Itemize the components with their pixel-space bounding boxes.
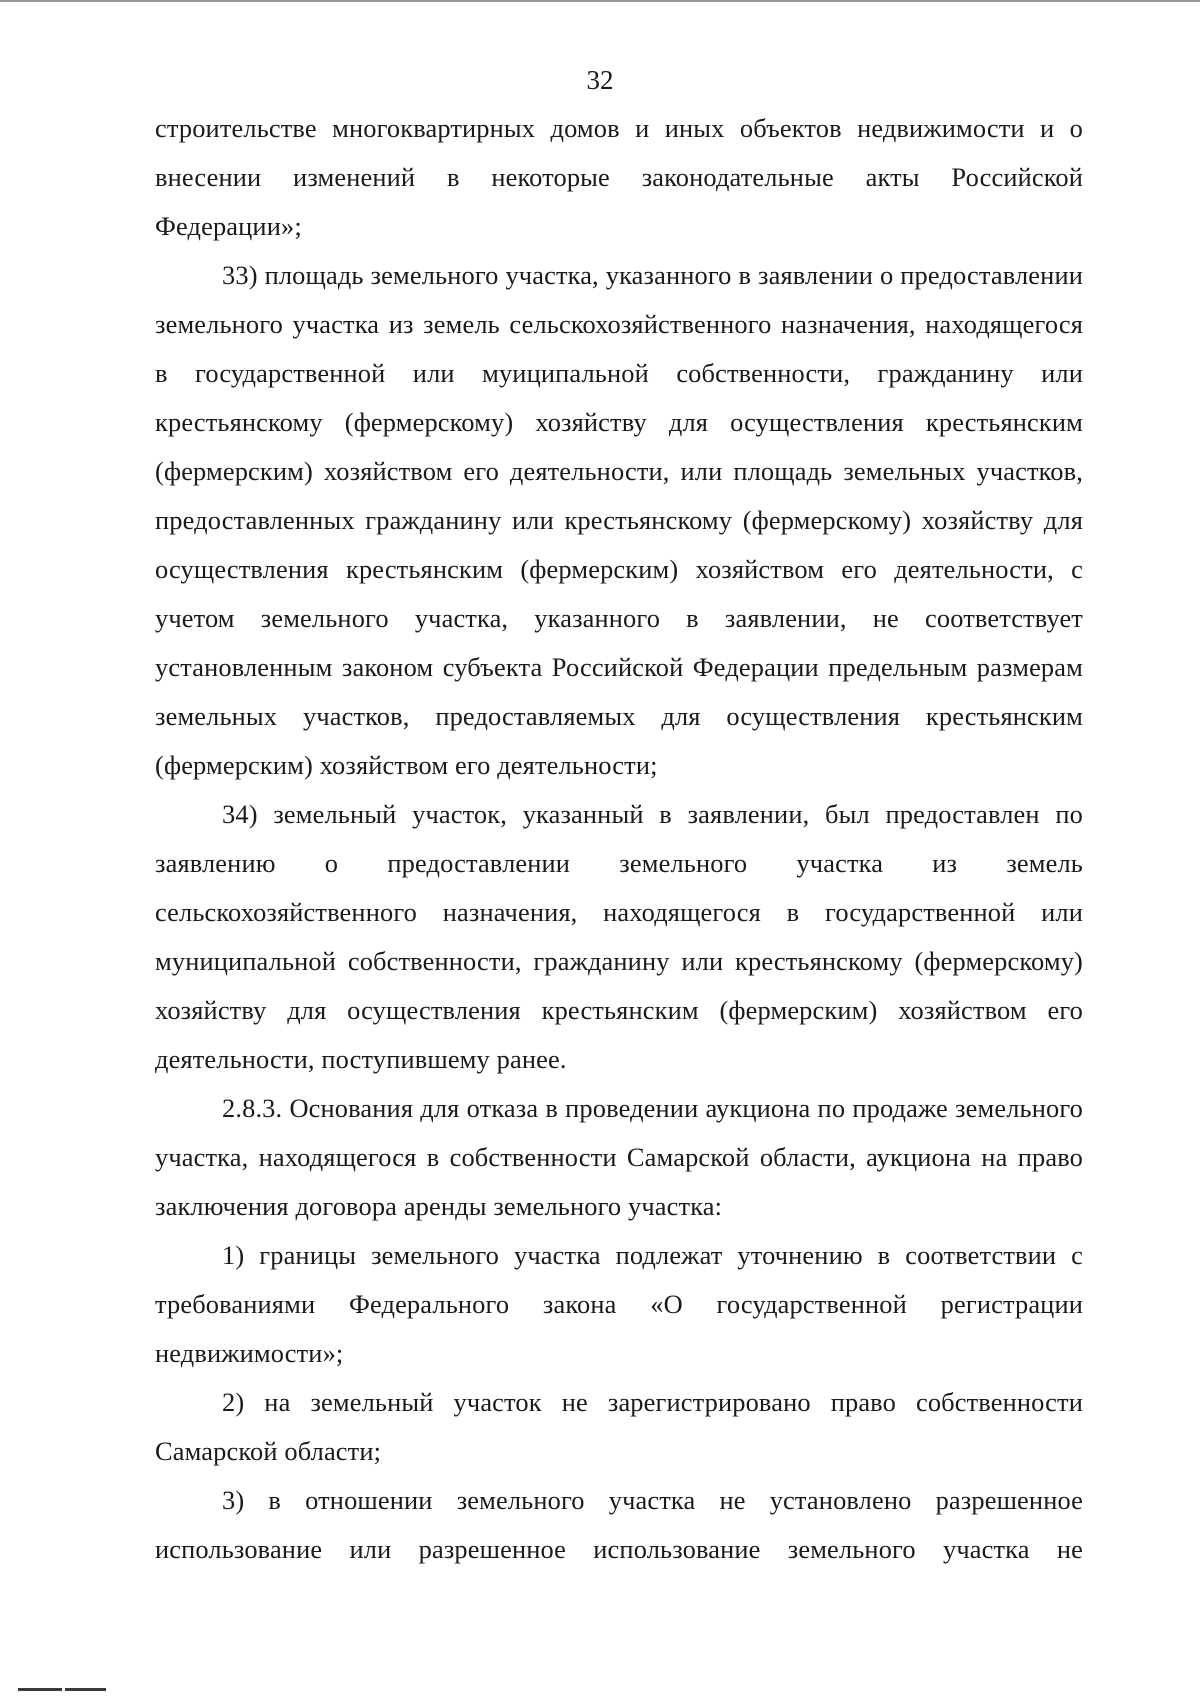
paragraph-item-3: 3) в отношении земельного участка не установлено разрешенное использование или разрешенное использование земельного участка не [155, 1485, 1083, 1564]
paragraph-section-2-8-3: 2.8.3. Основания для отказа в проведении аукциона по продаже земельного участка, находящегося в собственности Самарской области, аукциона на право заключения договора аренды земельного участка: [155, 1093, 1083, 1221]
scan-edge-mark [18, 1688, 106, 1691]
document-body [155, 104, 1083, 1574]
paragraph-item-34: 34) земельный участок, указанный в заявлении, был предоставлен по заявлению о предоставлении земельного участка из земель сельскохозяйственного назначения, находящегося в государственной или муниципальной собственности, гражданину или крестьянскому (фермерскому) хозяйству для осуществления крестьянским (фермерским) хозяйством его деятельности, поступившему ранее. [155, 799, 1083, 1074]
paragraph-item-1: 1) границы земельного участка подлежат уточнению в соответствии с требованиями Федерального закона «О государственной регистрации недвижимости»; [155, 1240, 1083, 1368]
page-number: 32 [586, 65, 614, 95]
paragraph-continuation: строительстве многоквартирных домов и иных объектов недвижимости и о внесении изменений в некоторые законодательные акты Российской Федерации»; [155, 113, 1083, 241]
page-top-edge [0, 0, 1200, 2]
paragraph-item-2: 2) на земельный участок не зарегистрировано право собственности Самарской области; [155, 1387, 1083, 1466]
paragraph-item-33: 33) площадь земельного участка, указанного в заявлении о предоставлении земельного участка из земель сельскохозяйственного назначения, находящегося в государственной или муиципальной собственности, гражданину или крестьянскому (фермерскому) хозяйству для осуществления крестьянским (фермерским) хозяйством его деятельности, или площадь земельных участков, предоставленных гражданину или крестьянскому (фермерскому) хозяйству для осуществления крестьянским (фермерским) хозяйством его деятельности, с учетом земельного участка, указанного в заявлении, не соответствует установленным законом субъекта Российской Федерации предельным размерам земельных участков, предоставляемых для осуществления крестьянским (фермерским) хозяйством его деятельности; [155, 260, 1083, 780]
